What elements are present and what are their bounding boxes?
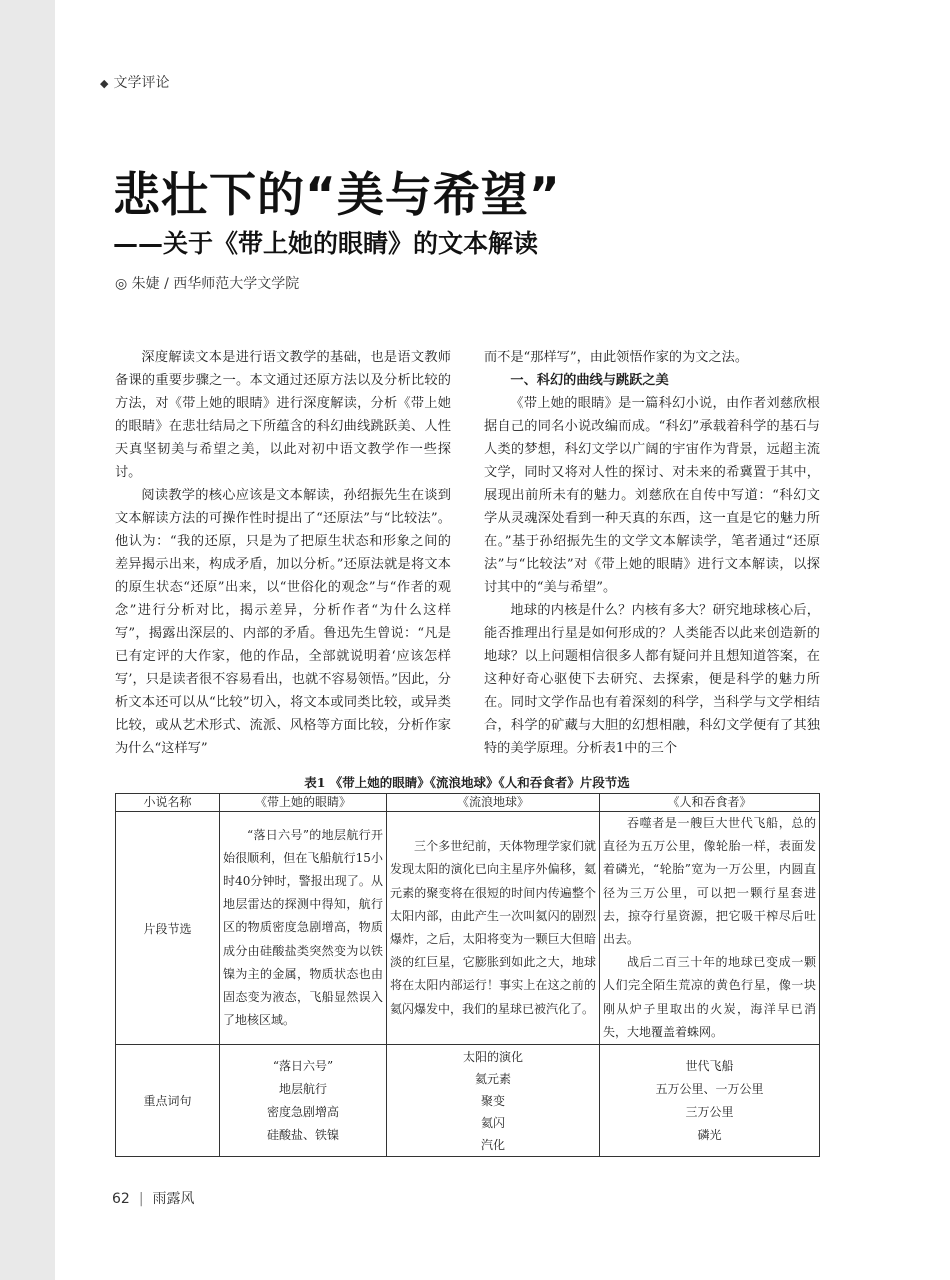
keyword-cell: [600, 1045, 820, 1157]
journal-name: 雨露风: [152, 1191, 195, 1207]
keyword: 地层航行: [278, 1081, 327, 1096]
footer-divider: |: [138, 1191, 144, 1207]
section-name: 文学评论: [113, 75, 170, 91]
excerpt-text: “落日六号”的地层航行开始很顺利，但在飞船航行15小时40分钟时，警报出现了。从地层雷达的探测中得知，航行区的物质密度急剧增高，物质成分由硅酸盐类突然变为以铁镍为主的金属，物质状态也由固态变为液态，飞船显然误入了地核区域。: [223, 827, 383, 1028]
keyword: 三万公里: [685, 1104, 734, 1119]
excerpt-cell: [387, 812, 600, 1045]
author-line: ◎ 朱婕 / 西华师范大学文学院: [115, 276, 300, 292]
keyword: 氦闪: [480, 1115, 505, 1130]
page-number: 62: [112, 1191, 130, 1207]
row-label: 重点词句: [116, 1045, 220, 1157]
paragraph-continued: 而不是“那样写”，由此领悟作家的为文之法。: [484, 350, 749, 365]
keyword: 硅酸盐、铁镍: [266, 1127, 339, 1142]
excerpt-text: 三个多世纪前，天体物理学家们就发现太阳的演化已向主星序外偏移，氦元素的聚变将在很短的时间内传遍整个太阳内部，由此产生一次叫氦闪的剧烈爆炸，之后，太阳将变为一颗巨大但暗淡的红巨星，它膨胀到如此之大，地球将在太阳内部运行！事实上在这之前的氦闪爆发中，我们的星球已被汽化了。: [390, 839, 596, 1016]
table-header-cell: 《人和吞食者》: [600, 794, 820, 812]
right-column: [484, 346, 820, 760]
paragraph: 《带上她的眼睛》是一篇科幻小说，由作者刘慈欣根据自己的同名小说改编而成。“科幻”承载着科学的基石与人类的梦想，科幻文学以广阔的宇宙作为背景，远超主流文学，同时又将对人性的探讨、对未来的希冀置于其中，展现出前所未有的魅力。刘慈欣在自传中写道：“科幻文学从灵魂深处看到一种天真的东西，这一直是它的魅力所在。”基于孙绍振先生的文学文本解读学，笔者通过“还原法”与“比较法”对《带上她的眼睛》进行文本解读，以探讨其中的“美与希望”。: [484, 396, 820, 595]
article-title: 悲壮下的“美与希望”: [113, 168, 561, 223]
keyword: 太阳的演化: [462, 1049, 523, 1064]
keyword: 聚变: [480, 1093, 505, 1108]
keyword-cell: [220, 1045, 387, 1157]
left-column: [115, 346, 451, 760]
excerpt-cell: [220, 812, 387, 1045]
table-header-cell: 小说名称: [116, 794, 220, 812]
page-footer: [112, 1188, 195, 1208]
excerpt-text: 吞噬者是一艘巨大世代飞船，总的直径为五万公里，像轮胎一样，表面发着磷光，“轮胎”宽为一万公里，内圆直径为三万公里，可以把一颗行星套进去，掠夺行星资源，把它吸干榨尽后吐出去。: [603, 816, 816, 947]
table-header-row: [116, 794, 820, 812]
table-header-cell: 《流浪地球》: [387, 794, 600, 812]
excerpt-cell: [600, 812, 820, 1045]
row-label: 片段节选: [116, 812, 220, 1045]
keyword: 密度急剧增高: [266, 1104, 339, 1119]
paragraph: 阅读教学的核心应该是文本解读，孙绍振先生在谈到文本解读方法的可操作性时提出了“还原法”与“比较法”。他认为：“我的还原，只是为了把原生状态和形象之间的差异揭示出来，构成矛盾，加以分析。”还原法就是将文本的原生状态“还原”出来，以“世俗化的观念”与“作者的观念”进行分析对比，揭示差异，分析作者“为什么这样写”，揭露出深层的、内部的矛盾。鲁迅先生曾说：“凡是已有定评的大作家，他的作品，全部就说明着‘应该怎样写’，只是读者很不容易看出，也就不容易领悟。”因此，分析文本还可以从“比较”切入，将文本或同类比较，或异类比较，或从艺术形式、流派、风格等方面比较，分析作家为什么“这样写”: [115, 488, 451, 756]
section-label: [100, 72, 169, 92]
excerpt-text: 战后二百三十年的地球已变成一颗人们完全陌生荒凉的黄色行星，像一块刚从炉子里取出的火炭，海洋早已消失，大地覆盖着蛛网。: [603, 955, 816, 1039]
keyword-cell: [387, 1045, 600, 1157]
article-subtitle: ——关于《带上她的眼睛》的文本解读: [113, 229, 539, 258]
keyword: 汽化: [480, 1137, 505, 1152]
keyword: 磷光: [697, 1127, 722, 1142]
table-header-cell: 《带上她的眼睛》: [220, 794, 387, 812]
diamond-icon: ◆: [100, 77, 109, 90]
keyword: 氦元素: [474, 1071, 511, 1086]
section-heading: 一、科幻的曲线与跳跃之美: [510, 373, 669, 388]
paragraph: 深度解读文本是进行语文教学的基础，也是语文教师备课的重要步骤之一。本文通过还原方法以及分析比较的方法，对《带上她的眼睛》进行深度解读，分析《带上她的眼睛》在悲壮结局之下所蕴含的科幻曲线跳跃美、人性天真坚韧美与希望之美，以此对初中语文教学作一些探讨。: [115, 350, 451, 480]
keyword: “落日六号”: [272, 1058, 334, 1073]
keyword: 世代飞船: [685, 1058, 734, 1073]
paragraph: 地球的内核是什么？内核有多大？研究地球核心后，能否推理出行星是如何形成的？人类能否以此来创造新的地球？以上问题相信很多人都有疑问并且想知道答案，在这种好奇心驱使下去研究、去探索，便是科学的魅力所在。同时文学作品也有着深刻的科学，当科学与文学相结合，科学的矿藏与大胆的幻想相融，科幻文学便有了其独特的美学原理。分析表1中的三个: [484, 603, 820, 756]
table-caption: 表1 《带上她的眼睛》《流浪地球》《人和吞食者》片段节选: [304, 775, 630, 790]
table-row-excerpts: [116, 812, 820, 1045]
keyword: 五万公里、一万公里: [655, 1081, 764, 1096]
excerpt-table: [115, 793, 820, 1157]
table-row-keywords: [116, 1045, 820, 1157]
